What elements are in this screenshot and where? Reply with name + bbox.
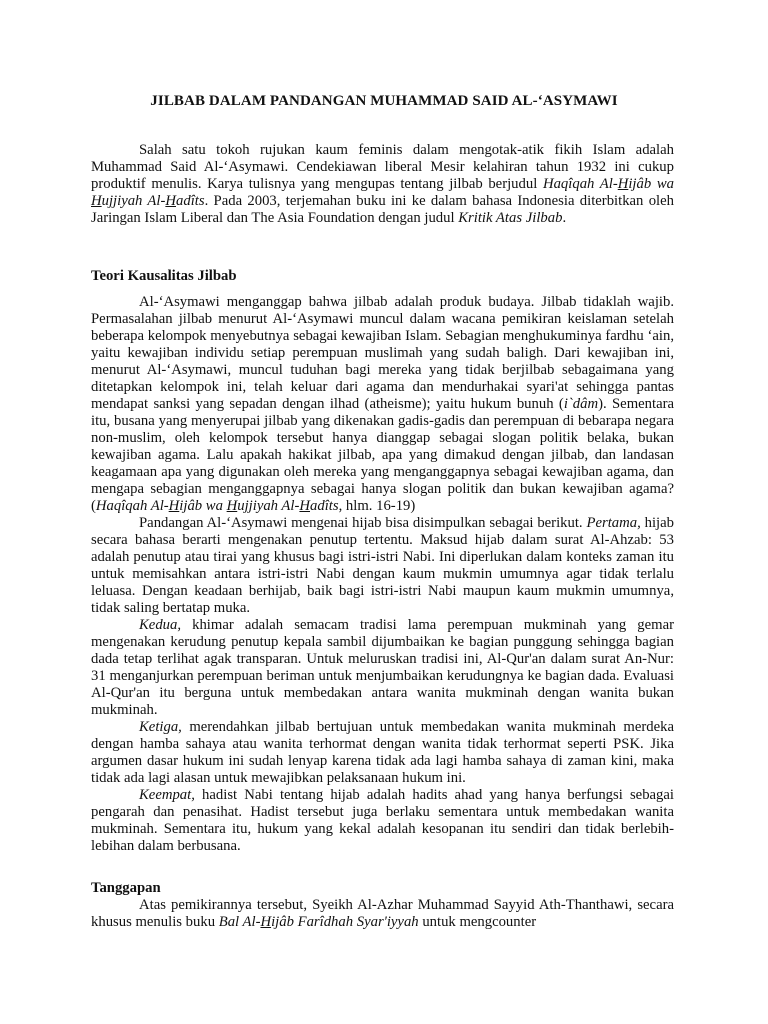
text-run: hijab secara bahasa berarti mengenakan penutup tertentu. Maksud hijab dalam surat Al-Ahzab: 53 adalah penutup atau tirai yang khusus bagi istri-istri Nabi. Ini diperlukan dalam konteks zaman itu untuk memisahkan antara istri-istri Nabi dengan kaum mukmin umumnya agar tidak terlalu leluasa. Dengan keadaan berhijab, baik bagi istri-istri Nabi maupun kaum mukmin umumnya, tidak saling bertatap muka. xyxy=(91,515,674,616)
text-run: ijâb Farîdhah Syar'iyyah xyxy=(271,914,419,930)
section-heading-teori: Teori Kausalitas Jilbab xyxy=(91,268,237,284)
section-tanggapan-body xyxy=(91,897,674,931)
text-run: H xyxy=(617,176,629,192)
intro-paragraph xyxy=(91,142,674,227)
text-run: ). Sementara itu, busana yang menyerupai jilbab yang dikenakan gadis-gadis dan perempuan di bebarapa negara non-muslim, oleh kelompok tersebut hanya dianggap sebagai slogan politik belaka, bukan kewajiban agama. Lalu apakah hakikat jilbab, apa yang dimakud dengan jilbab, dan landasan keagamaan apa yang digunakan oleh mereka yang menganggapnya sebagai kewajiban agama, dan mengapa sebagian menganggapnya sebagai hanya slogan politik dan bukan kewajiban agama? ( xyxy=(91,396,674,514)
paragraph-teori-2 xyxy=(91,515,674,617)
text-run: , hlm. 16-19) xyxy=(338,498,416,514)
text-run: Keempat, xyxy=(139,787,195,803)
text-run: Atas pemikirannya tersebut, Syeikh Al-Azhar Muhammad Sayyid Ath-Thanthawi, secara khusus menulis buku xyxy=(91,897,674,930)
text-run: ijâb wa xyxy=(179,498,227,514)
text-run: H xyxy=(168,498,180,514)
text-run: adîts xyxy=(176,193,205,209)
paragraph-teori-3 xyxy=(91,617,674,719)
section-heading-tanggapan: Tanggapan xyxy=(91,880,161,896)
text-run: Bal Al- xyxy=(218,914,261,930)
text-run: Ketiga, xyxy=(139,719,182,735)
text-run: Kritik Atas Jilbab xyxy=(458,210,563,226)
text-run: . xyxy=(562,210,567,226)
text-run: Pertama, xyxy=(586,515,641,531)
text-run: H xyxy=(226,498,238,514)
text-run: Haqîqah Al- xyxy=(542,176,618,192)
text-run: H xyxy=(165,193,176,209)
text-run: ujjiyah Al- xyxy=(101,193,166,209)
text-run: H xyxy=(299,498,310,514)
text-run: Kedua, xyxy=(139,617,182,633)
paragraph-teori-4 xyxy=(91,719,674,787)
text-run: H xyxy=(260,914,272,930)
text-run: merendahkan jilbab bertujuan untuk membedakan wanita mukminah merdeka dengan hamba sahaya atau wanita terhormat dengan wanita tidak terhormat seperti PSK. Jika argumen dasar hukum ini sudah lenyap karena tidak ada lagi hamba sahaya di zaman kini, maka tidak ada lagi alasan untuk mewajibkan pelaksanaan hukum ini. xyxy=(91,719,674,786)
text-run: Haqîqah Al- xyxy=(95,498,169,514)
text-run: khimar adalah semacam tradisi lama perempuan mukminah yang gemar mengenakan kerudung penutup kepala sambil dijumbaikan ke bagian punggung sehingga bagian dada tetap terlihat agak transparan. Untuk meluruskan tradisi ini, Al-Qur'an dalam surat An-Nur: 31 menganjurkan perempuan beriman untuk menjumbaikan kerudungnya ke bagian dada. Evaluasi Al-Qur'an itu berguna untuk membedakan antara wanita mukminah dengan wanita bukan mukminah. xyxy=(91,617,674,718)
paragraph-tanggapan-1 xyxy=(91,897,674,931)
text-run: ijâb wa xyxy=(628,176,674,192)
text-run: adîts xyxy=(310,498,339,514)
section-teori-body xyxy=(91,294,674,855)
intro-section xyxy=(91,142,674,227)
text-run: Al-‘Asymawi menganggap bahwa jilbab adalah produk budaya. Jilbab tidaklah wajib. Permasalahan jilbab menurut Al-‘Asymawi muncul dalam wacana pemikiran keislaman setelah beberapa kelompok menyebutnya sebagai kewajiban Islam. Sebagian menghukuminya fardhu ‘ain, yaitu kewajiban individu setiap perempuan muslimah yang sudah baligh. Dari kewajiban ini, menurut Al-‘Asymawi, muncul tuduhan bagi mereka yang tidak berjilbab sebagaimana yang ditetapkan kelompok ini, telah keluar dari agama dan mendurhakai syari'at sehingga pantas mendapat sanksi yang sepadan dengan ilhad (atheisme); yaitu hukum bunuh ( xyxy=(91,294,674,412)
text-run: Salah satu tokoh rujukan kaum feminis dalam mengotak-atik fikih Islam adalah Muhammad Said Al-‘Asymawi. Cendekiawan liberal Mesir kelahiran tahun 1932 ini cukup produktif menulis. Karya tulisnya yang mengupas tentang jilbab berjudul xyxy=(91,142,674,192)
text-run: untuk mengcounter xyxy=(418,914,537,930)
text-run: Pandangan Al-‘Asymawi mengenai hijab bisa disimpulkan sebagai berikut. xyxy=(139,515,587,531)
paragraph-teori-5 xyxy=(91,787,674,855)
text-run: hadist Nabi tentang hijab adalah hadits ahad yang hanya berfungsi sebagai pengarah dan penasihat. Hadist tersebut juga berlaku sementara untuk membedakan wanita mukminah. Sementara itu, hukum yang kekal adalah kesopanan itu sendiri dan tidak berlebih-lebihan dalam berbusana. xyxy=(91,787,674,854)
text-run: ujjiyah Al- xyxy=(237,498,300,514)
document-title: JILBAB DALAM PANDANGAN MUHAMMAD SAID AL-‘ASYMAWI xyxy=(150,93,618,109)
text-run: H xyxy=(91,193,102,209)
text-run: i`dâm xyxy=(563,396,599,412)
paragraph-teori-1 xyxy=(91,294,674,515)
text-run: . Pada 2003, terjemahan buku ini ke dalam bahasa Indonesia diterbitkan oleh Jaringan Islam Liberal dan The Asia Foundation dengan judul xyxy=(91,193,674,226)
